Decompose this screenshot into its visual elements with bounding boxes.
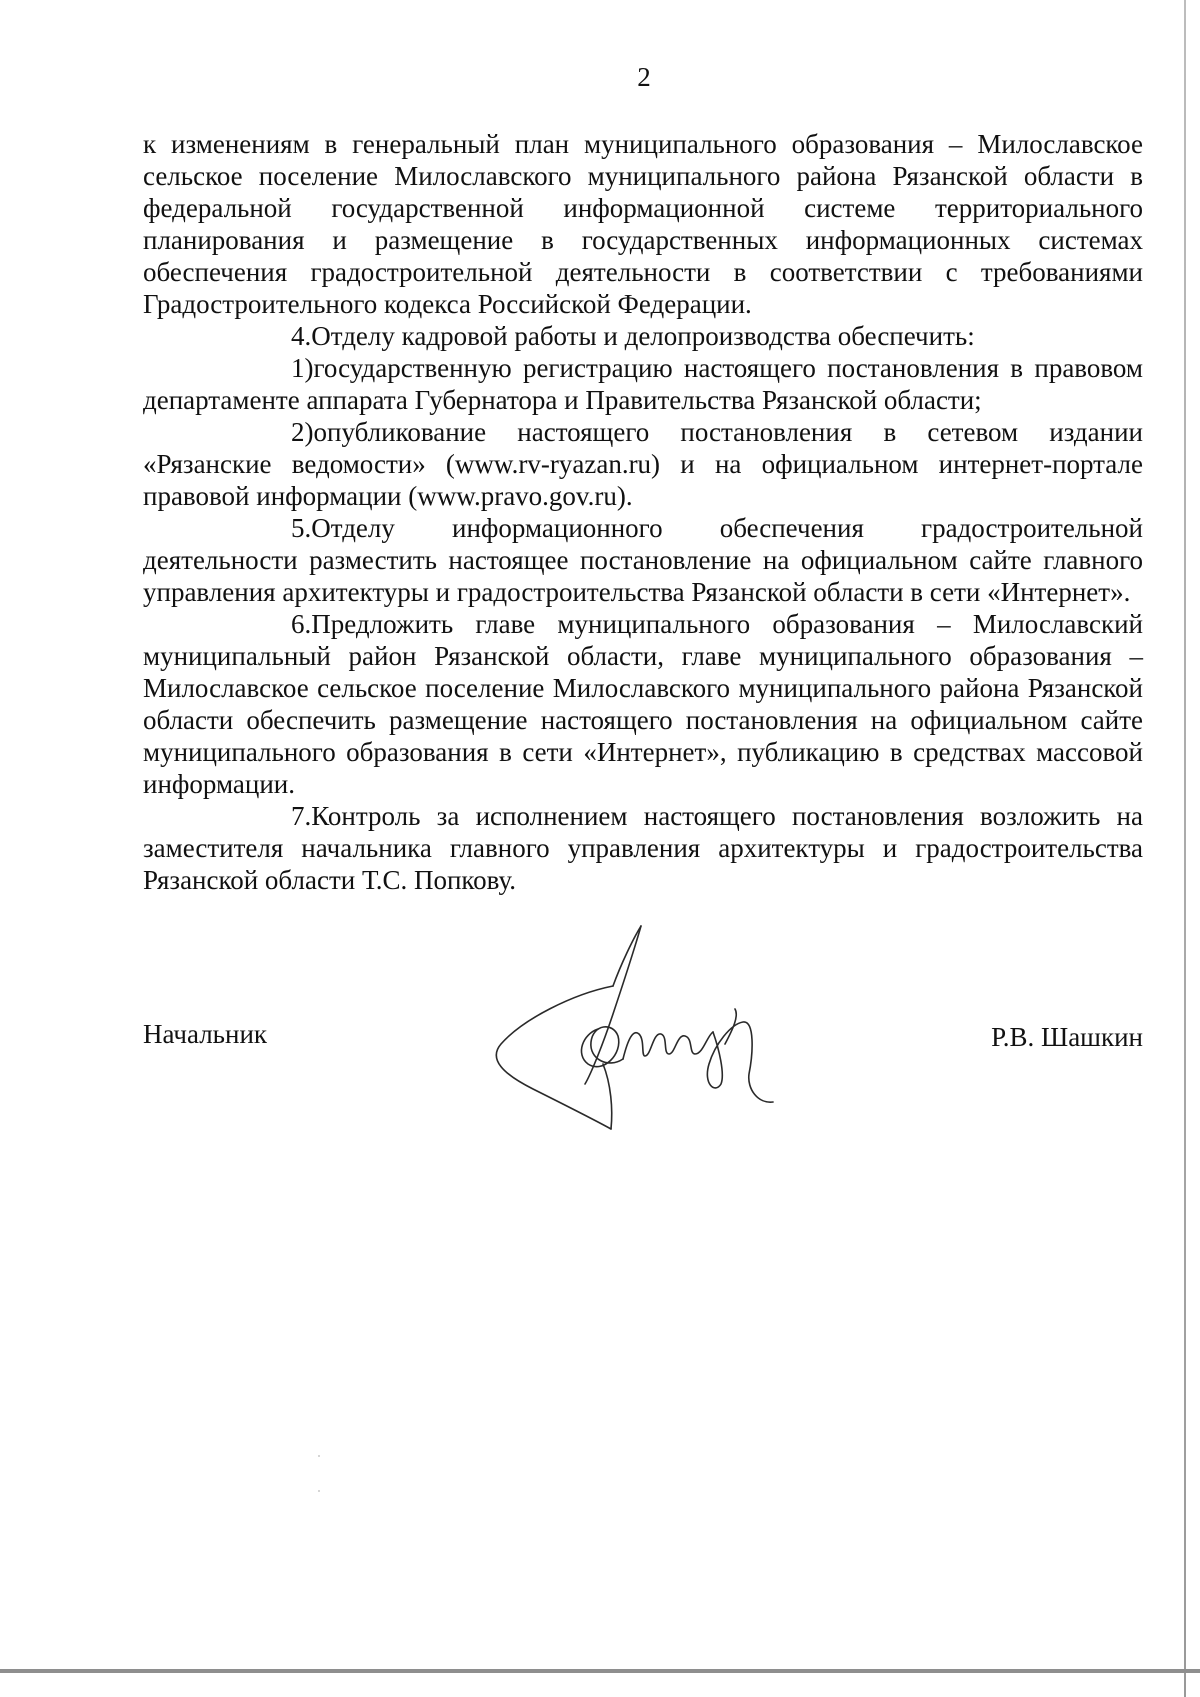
paragraph-text: Отделу информационного обеспечения градостроительной деятельности разместить настоящее постановление на официальном сайте главного управления архитектуры и градостроительства Рязанской области в сети «Интернет». (143, 513, 1143, 607)
page-number: 2 (637, 62, 651, 92)
scan-edge-bottom (0, 1669, 1200, 1673)
scan-artifact (318, 1455, 320, 1457)
paragraph-item-5 (143, 512, 1143, 608)
paragraph-subitem-1 (143, 352, 1143, 416)
item-number: 7. (291, 801, 312, 831)
item-number: 6. (291, 609, 312, 639)
paragraph-continuation (143, 128, 1143, 320)
paragraph-subitem-2 (143, 416, 1143, 512)
item-number: 1) (291, 353, 314, 383)
signature-block (143, 1019, 1143, 1159)
scan-edge-right (1184, 0, 1186, 1697)
document-body (143, 128, 1143, 896)
signatory-name: Р.В. Шашкин (991, 1022, 1143, 1052)
paragraph-item-6 (143, 608, 1143, 800)
paragraph-text: опубликование настоящего постановления в сетевом издании «Рязанские ведомости» (www.rv-ryazan.ru) и на официальном интернет-портале правовой информации (www.pravo.gov.ru). (143, 417, 1143, 511)
item-number: 2) (291, 417, 314, 447)
handwritten-signature (463, 924, 793, 1134)
paragraph-item-4 (143, 320, 1143, 352)
signatory-title: Начальник (143, 1019, 268, 1049)
paragraph-text: Предложить главе муниципального образования – Милославский муниципальный район Рязанской области, главе муниципального образования – Милославское сельское поселение Милославского муниципального района Рязанской области обеспечить размещение настоящего постановления на официальном сайте муниципального образования в сети «Интернет», публикацию в средствах массовой информации. (143, 609, 1143, 799)
item-number: 4. (291, 321, 312, 351)
paragraph-text: к изменениям в генеральный план муниципального образования – Милославское сельское поселение Милославского муниципального района Рязанской области в федеральной государственной информационной системе территориального планирования и размещение в государственных информационных системах обеспечения градостроительной деятельности в соответствии с требованиями Градостроительного кодекса Российской Федерации. (143, 129, 1143, 319)
paragraph-text: Отделу кадровой работы и делопроизводства обеспечить: (311, 321, 975, 351)
scan-artifact (318, 1490, 320, 1492)
paragraph-item-7 (143, 800, 1143, 896)
paragraph-text: государственную регистрацию настоящего постановления в правовом департаменте аппарата Губернатора и Правительства Рязанской области; (143, 353, 1143, 415)
item-number: 5. (291, 513, 312, 543)
paragraph-text: Контроль за исполнением настоящего постановления возложить на заместителя начальника главного управления архитектуры и градостроительства Рязанской области Т.С. Попкову. (143, 801, 1143, 895)
